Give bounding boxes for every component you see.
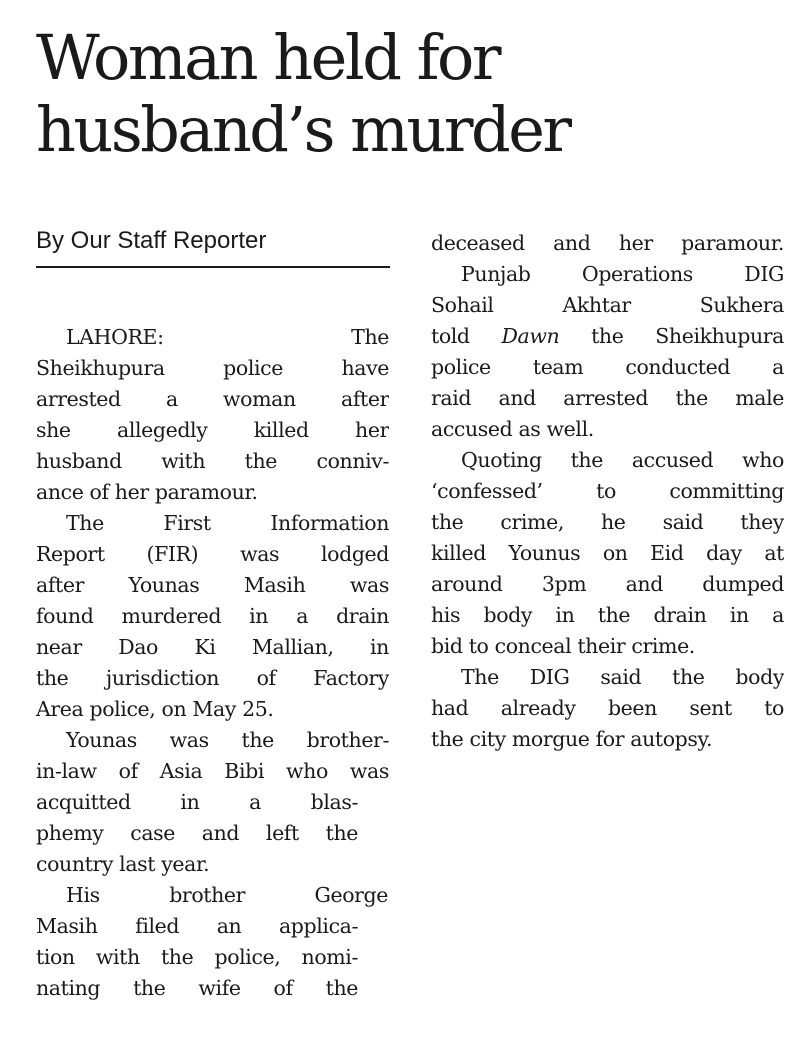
article-line: she allegedly killed her	[36, 418, 389, 442]
article-line: around 3pm and dumped	[431, 572, 784, 596]
article-line: bid to conceal their crime.	[431, 634, 695, 658]
article-line: Report (FIR) was lodged	[36, 542, 389, 566]
article-line: in-law of Asia Bibi who was	[36, 759, 389, 783]
byline-rule	[36, 266, 390, 268]
article-line-prefix: told	[431, 324, 502, 348]
article-line: The DIG said the body	[461, 665, 784, 689]
article-line: Punjab Operations DIG	[461, 262, 784, 286]
headline-line: Woman held for	[36, 21, 499, 94]
headline	[36, 22, 796, 166]
article-line: near Dao Ki Mallian, in	[36, 635, 389, 659]
article-line: Quoting the accused who	[461, 448, 784, 472]
article-line: accused as well.	[431, 417, 594, 441]
article-line	[431, 321, 784, 352]
article-line: Sohail Akhtar Sukhera	[431, 293, 784, 317]
article-line: phemy case and left the	[36, 821, 358, 845]
article-line: deceased and her paramour.	[431, 231, 784, 255]
headline-line: husband’s murder	[36, 93, 570, 166]
article-line: raid and arrested the male	[431, 386, 784, 410]
article-line: LAHORE: The	[66, 325, 389, 349]
publication-name: Dawn	[501, 324, 560, 348]
article-line: tion with the police, nomi-	[36, 945, 358, 969]
article-line: the crime, he said they	[431, 510, 784, 534]
byline: By Our Staff Reporter	[36, 227, 267, 254]
article-line: husband with the conniv-	[36, 449, 389, 473]
article-line: arrested a woman after	[36, 387, 389, 411]
article-line: ance of her paramour.	[36, 480, 258, 504]
article-line: Area police, on May 25.	[36, 697, 274, 721]
article-line: the jurisdiction of Factory	[36, 666, 389, 690]
article-line: killed Younus on Eid day at	[431, 541, 784, 565]
article-line: found murdered in a drain	[36, 604, 389, 628]
article-line: Younas was the brother-	[66, 728, 389, 752]
article-line: His brother George	[66, 883, 388, 907]
article-line: the city morgue for autopsy.	[431, 727, 713, 751]
article-line: Sheikhupura police have	[36, 356, 389, 380]
article-line: had already been sent to	[431, 696, 784, 720]
article-line: ‘confessed’ to committing	[431, 479, 784, 503]
article-line-text: the Sheikhupura	[559, 324, 784, 348]
article-line: acquitted in a blas-	[36, 790, 358, 814]
article-line: police team conducted a	[431, 355, 784, 379]
article-line: Masih filed an applica-	[36, 914, 358, 938]
article-line: nating the wife of the	[36, 976, 358, 1000]
article-line: The First Information	[66, 511, 389, 535]
article-line: after Younas Masih was	[36, 573, 389, 597]
article-column-1	[36, 322, 389, 1004]
article-column-2	[431, 228, 784, 755]
article-line: country last year.	[36, 852, 210, 876]
article-line: his body in the drain in a	[431, 603, 784, 627]
